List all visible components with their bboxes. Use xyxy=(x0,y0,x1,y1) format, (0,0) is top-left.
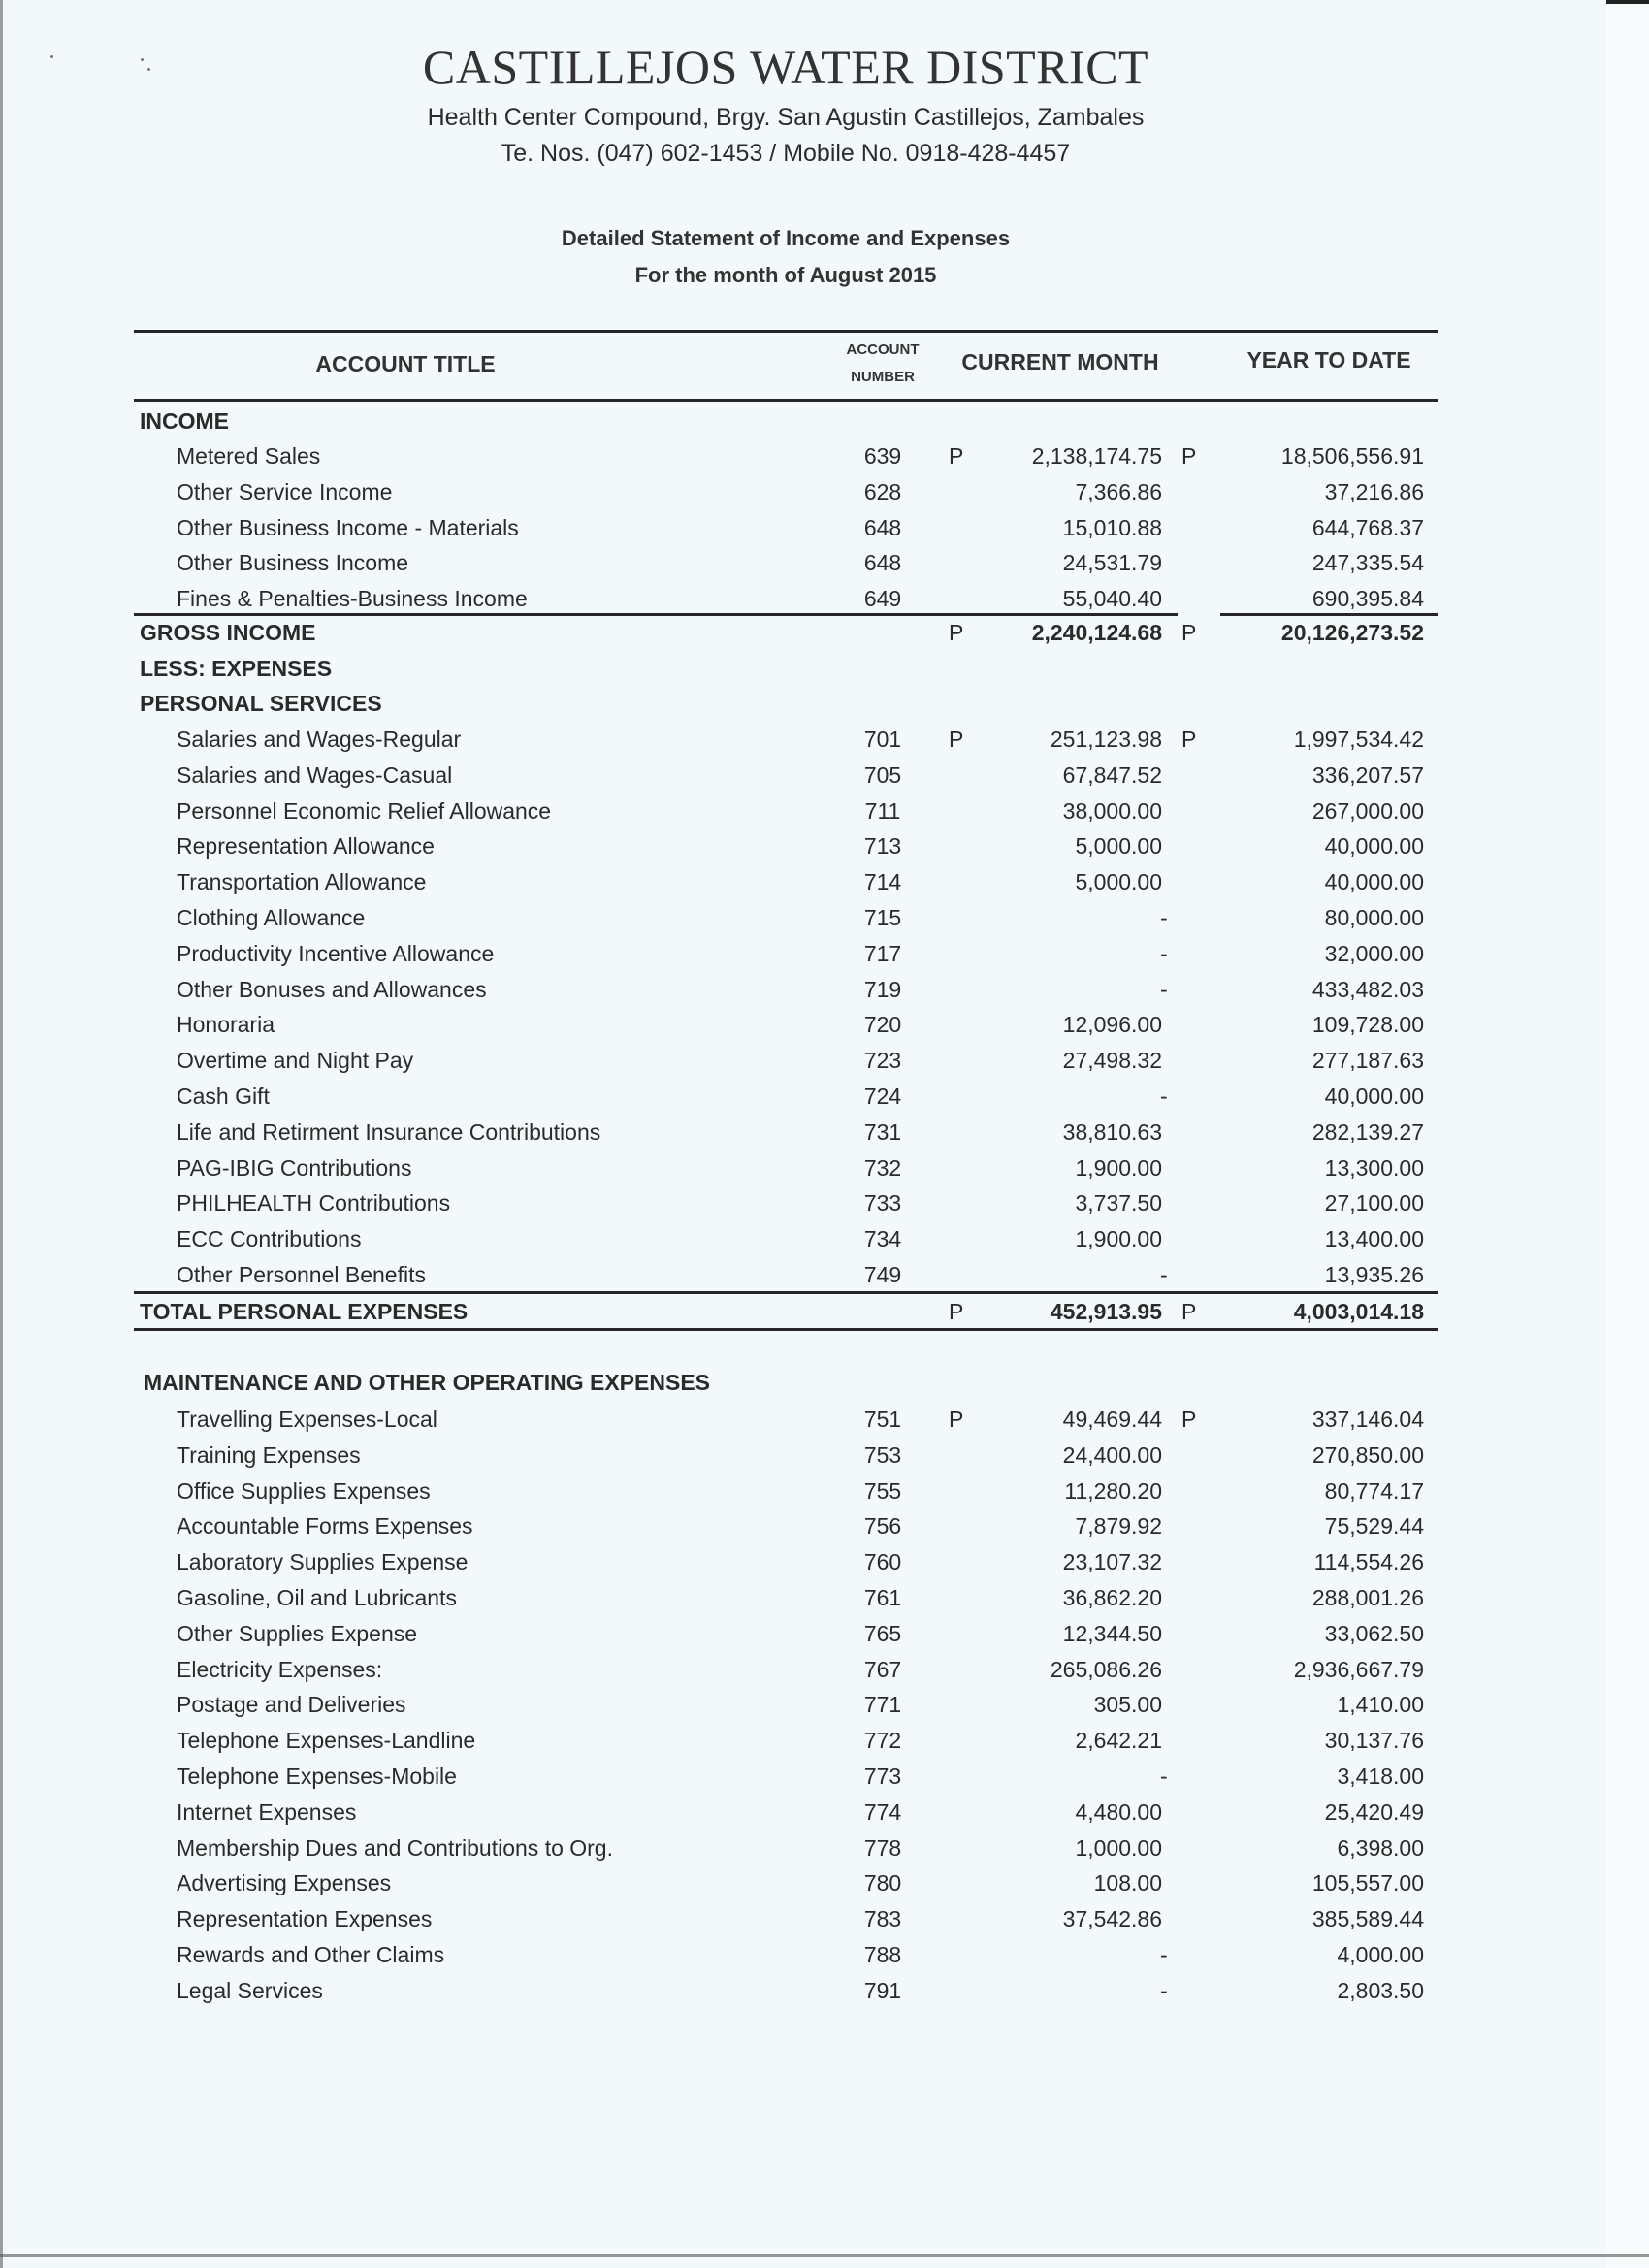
year-to-date-value: 13,300.00 xyxy=(1324,1154,1424,1181)
current-month-value: 24,400.00 xyxy=(1062,1442,1162,1468)
personal-services-row xyxy=(134,1043,1443,1078)
scan-edge-left xyxy=(0,0,3,2268)
account-number: 767 xyxy=(863,1656,902,1682)
current-month-value: - xyxy=(1160,976,1168,1002)
section-heading-less-expenses xyxy=(134,651,1443,686)
section-heading-label: PERSONAL SERVICES xyxy=(140,691,382,716)
current-month-value: 108.00 xyxy=(1093,1870,1162,1896)
account-title: Other Service Income xyxy=(177,478,393,504)
account-number: 724 xyxy=(863,1084,902,1109)
year-to-date-value: 690,395.84 xyxy=(1311,586,1424,612)
year-to-date-value: 105,557.00 xyxy=(1311,1870,1424,1896)
account-number: 714 xyxy=(863,869,902,895)
year-to-date-value: 4,000.00 xyxy=(1337,1942,1424,1967)
account-number: 780 xyxy=(863,1870,902,1896)
current-month-value: 27,498.32 xyxy=(1062,1048,1162,1074)
scan-edge-right xyxy=(1606,0,1649,2268)
account-number: 753 xyxy=(863,1442,902,1468)
account-title: Electricity Expenses: xyxy=(177,1656,383,1682)
section-heading-personal-services xyxy=(134,686,1443,721)
account-title: Other Bonuses and Allowances xyxy=(177,976,487,1002)
account-title: Cash Gift xyxy=(177,1084,270,1109)
account-title: Life and Retirment Insurance Contributions xyxy=(177,1118,601,1145)
account-number: 705 xyxy=(863,761,902,788)
personal-services-row xyxy=(134,1079,1443,1114)
current-month-value: 1,900.00 xyxy=(1075,1154,1162,1181)
year-to-date-value: 247,335.54 xyxy=(1311,550,1424,576)
personal-services-row xyxy=(134,1221,1443,1256)
section-heading-label: LESS: EXPENSES xyxy=(140,656,333,681)
personal-services-row xyxy=(134,936,1443,971)
account-title: Fines & Penalties-Business Income xyxy=(177,586,528,612)
current-month-value: 1,900.00 xyxy=(1075,1226,1162,1252)
mooe-row xyxy=(134,1580,1443,1615)
account-title: ECC Contributions xyxy=(177,1226,362,1252)
account-number: 771 xyxy=(863,1692,902,1718)
account-title: Telephone Expenses-Landline xyxy=(177,1728,476,1754)
gross-income-row xyxy=(134,615,1443,650)
account-number: 713 xyxy=(863,833,902,859)
mooe-row xyxy=(134,1937,1443,1972)
personal-services-row xyxy=(134,1257,1443,1292)
mooe-row xyxy=(134,1973,1443,2008)
year-to-date-value: 337,146.04 xyxy=(1311,1407,1424,1432)
account-number: 755 xyxy=(863,1477,902,1504)
account-title: Other Business Income - Materials xyxy=(177,514,519,540)
year-to-date-value: 277,187.63 xyxy=(1311,1048,1424,1074)
peso-sign: P xyxy=(1181,620,1197,645)
account-number: 715 xyxy=(863,905,902,930)
account-number: 783 xyxy=(863,1906,902,1932)
account-title: Salaries and Wages-Regular xyxy=(177,727,462,752)
peso-sign: P xyxy=(1181,443,1197,469)
year-to-date-value: 1,410.00 xyxy=(1337,1692,1424,1718)
total-personal-expenses-row xyxy=(134,1294,1443,1329)
year-to-date-value: 40,000.00 xyxy=(1324,833,1424,859)
total-personal-current: 452,913.95 xyxy=(1050,1299,1162,1324)
current-month-value: 49,469.44 xyxy=(1062,1407,1162,1432)
year-to-date-value: 385,589.44 xyxy=(1311,1906,1424,1932)
account-number: 720 xyxy=(863,1012,902,1038)
report-period: For the month of August 2015 xyxy=(634,263,937,287)
mooe-row xyxy=(134,1438,1443,1473)
section-heading-income xyxy=(134,404,1443,438)
personal-total-bottom-rule xyxy=(134,1328,1438,1331)
account-number: 772 xyxy=(863,1728,902,1754)
account-title: Representation Allowance xyxy=(177,833,435,859)
gross-income-ytd: 20,126,273.52 xyxy=(1280,620,1424,645)
column-header-year-to-date: YEAR TO DATE xyxy=(1246,347,1411,373)
current-month-value: - xyxy=(1160,1084,1168,1109)
account-title: Postage and Deliveries xyxy=(177,1692,406,1718)
current-month-value: 12,096.00 xyxy=(1062,1012,1162,1038)
personal-services-row xyxy=(134,1185,1443,1220)
personal-services-row xyxy=(134,828,1443,863)
mooe-row xyxy=(134,1474,1443,1508)
column-header-account-title: ACCOUNT TITLE xyxy=(315,351,496,376)
organization-contact: Te. Nos. (047) 602-1453 / Mobile No. 0918-428-4457 xyxy=(501,140,1071,167)
personal-services-row xyxy=(134,758,1443,793)
account-title: Laboratory Supplies Expense xyxy=(177,1549,469,1575)
account-title: Transportation Allowance xyxy=(177,869,427,895)
year-to-date-value: 1,997,534.42 xyxy=(1293,727,1424,752)
year-to-date-value: 80,000.00 xyxy=(1324,905,1424,930)
current-month-value: 36,862.20 xyxy=(1062,1585,1162,1610)
scan-edge-top xyxy=(1606,0,1649,4)
personal-services-row xyxy=(134,972,1443,1007)
year-to-date-value: 75,529.44 xyxy=(1324,1513,1424,1539)
current-month-value: 38,810.63 xyxy=(1062,1118,1162,1145)
account-title: Membership Dues and Contributions to Org. xyxy=(177,1834,613,1861)
mooe-row xyxy=(134,1402,1443,1437)
account-title: Honoraria xyxy=(177,1012,275,1038)
personal-services-row xyxy=(134,1115,1443,1150)
year-to-date-value: 270,850.00 xyxy=(1311,1442,1424,1468)
year-to-date-value: 40,000.00 xyxy=(1324,1084,1424,1109)
personal-services-row xyxy=(134,1007,1443,1042)
year-to-date-value: 3,418.00 xyxy=(1337,1764,1424,1789)
mooe-row xyxy=(134,1652,1443,1687)
section-heading-label: MAINTENANCE AND OTHER OPERATING EXPENSES xyxy=(144,1370,710,1395)
account-title: Clothing Allowance xyxy=(177,905,366,930)
peso-sign: P xyxy=(1181,1299,1197,1324)
account-number: 756 xyxy=(863,1513,902,1539)
account-title: PAG-IBIG Contributions xyxy=(177,1154,412,1181)
column-header-current-month: CURRENT MONTH xyxy=(961,349,1159,374)
peso-sign: P xyxy=(949,443,964,469)
account-title: PHILHEALTH Contributions xyxy=(177,1190,451,1216)
year-to-date-value: 336,207.57 xyxy=(1311,761,1424,788)
account-title: Salaries and Wages-Casual xyxy=(177,761,453,788)
account-number: 774 xyxy=(863,1798,902,1825)
mooe-row xyxy=(134,1901,1443,1936)
personal-services-row xyxy=(134,794,1443,828)
year-to-date-value: 13,400.00 xyxy=(1324,1226,1424,1252)
account-title: Other Personnel Benefits xyxy=(177,1262,426,1287)
year-to-date-value: 288,001.26 xyxy=(1311,1585,1424,1610)
personal-services-row xyxy=(134,864,1443,899)
current-month-value: 2,138,174.75 xyxy=(1031,443,1162,469)
account-number: 761 xyxy=(863,1585,902,1610)
current-month-value: 2,642.21 xyxy=(1075,1728,1162,1754)
current-month-value: - xyxy=(1160,1942,1168,1967)
account-number: 773 xyxy=(863,1764,902,1789)
account-title: Gasoline, Oil and Lubricants xyxy=(177,1585,457,1610)
account-number: 701 xyxy=(863,727,902,752)
current-month-value: 4,480.00 xyxy=(1075,1798,1162,1825)
year-to-date-value: 30,137.76 xyxy=(1324,1728,1424,1754)
total-personal-expenses-label: TOTAL PERSONAL EXPENSES xyxy=(140,1299,469,1324)
mooe-row xyxy=(134,1544,1443,1579)
account-number: 749 xyxy=(863,1262,902,1287)
year-to-date-value: 2,803.50 xyxy=(1337,1977,1424,2003)
account-title: Personnel Economic Relief Allowance xyxy=(177,797,552,824)
personal-services-row xyxy=(134,1150,1443,1185)
account-title: Legal Services xyxy=(177,1977,323,2003)
total-personal-ytd: 4,003,014.18 xyxy=(1293,1299,1424,1324)
peso-sign: P xyxy=(949,1299,964,1324)
account-number: 760 xyxy=(863,1549,902,1575)
report-title: Detailed Statement of Income and Expenses xyxy=(561,226,1011,250)
year-to-date-value: 27,100.00 xyxy=(1324,1190,1424,1216)
current-month-value: 38,000.00 xyxy=(1062,797,1162,824)
current-month-value: 24,531.79 xyxy=(1062,550,1162,576)
account-number: 788 xyxy=(863,1942,902,1967)
mooe-row xyxy=(134,1865,1443,1900)
mooe-row xyxy=(134,1687,1443,1722)
table-header-rule xyxy=(134,399,1438,402)
account-title: Training Expenses xyxy=(177,1442,361,1468)
account-number: 639 xyxy=(863,443,902,469)
account-number: 628 xyxy=(863,478,902,504)
current-month-value: - xyxy=(1160,940,1168,966)
current-month-value: 55,040.40 xyxy=(1062,586,1162,612)
current-month-value: 5,000.00 xyxy=(1075,869,1162,895)
account-title: Overtime and Night Pay xyxy=(177,1048,414,1074)
section-heading-label: INCOME xyxy=(140,408,229,434)
account-number: 648 xyxy=(863,514,902,540)
account-title: Metered Sales xyxy=(177,443,321,469)
year-to-date-value: 267,000.00 xyxy=(1311,797,1424,824)
year-to-date-value: 114,554.26 xyxy=(1313,1549,1424,1575)
year-to-date-value: 6,398.00 xyxy=(1337,1834,1424,1861)
peso-sign: P xyxy=(1181,1407,1197,1432)
current-month-value: 7,879.92 xyxy=(1075,1513,1162,1539)
account-title: Productivity Incentive Allowance xyxy=(177,940,495,966)
current-month-value: 3,737.50 xyxy=(1075,1190,1162,1216)
mooe-row xyxy=(134,1616,1443,1651)
year-to-date-value: 18,506,556.91 xyxy=(1280,443,1424,469)
year-to-date-value: 32,000.00 xyxy=(1324,940,1424,966)
account-number: 791 xyxy=(863,1977,902,2003)
current-month-value: - xyxy=(1160,905,1168,930)
table-top-rule xyxy=(134,330,1438,333)
year-to-date-value: 80,774.17 xyxy=(1324,1477,1424,1504)
year-to-date-value: 2,936,667.79 xyxy=(1293,1656,1424,1682)
current-month-value: - xyxy=(1160,1764,1168,1789)
income-row xyxy=(134,545,1443,580)
account-number: 734 xyxy=(863,1226,902,1252)
account-number: 649 xyxy=(863,586,902,612)
column-header-account-number-line1: ACCOUNT xyxy=(846,341,920,358)
income-row xyxy=(134,474,1443,509)
year-to-date-value: 13,935.26 xyxy=(1324,1262,1424,1287)
personal-services-row xyxy=(134,900,1443,935)
current-month-value: 15,010.88 xyxy=(1062,514,1162,540)
current-month-value: 1,000.00 xyxy=(1075,1834,1162,1861)
account-number: 648 xyxy=(863,550,902,576)
mooe-row xyxy=(134,1508,1443,1543)
gross-income-current: 2,240,124.68 xyxy=(1031,620,1162,645)
year-to-date-value: 282,139.27 xyxy=(1311,1118,1424,1145)
current-month-value: 265,086.26 xyxy=(1050,1656,1162,1682)
income-row xyxy=(134,510,1443,545)
mooe-row xyxy=(134,1723,1443,1758)
year-to-date-value: 37,216.86 xyxy=(1324,478,1424,504)
current-month-value: 12,344.50 xyxy=(1062,1620,1162,1646)
year-to-date-value: 433,482.03 xyxy=(1311,976,1424,1002)
current-month-value: 5,000.00 xyxy=(1075,833,1162,859)
current-month-value: 23,107.32 xyxy=(1062,1549,1162,1575)
mooe-row xyxy=(134,1795,1443,1830)
organization-name: CASTILLEJOS WATER DISTRICT xyxy=(422,40,1149,94)
account-title: Representation Expenses xyxy=(177,1906,433,1932)
account-number: 711 xyxy=(864,797,901,824)
account-number: 719 xyxy=(863,976,902,1002)
account-title: Accountable Forms Expenses xyxy=(177,1513,473,1539)
account-number: 732 xyxy=(863,1154,902,1181)
current-month-value: 37,542.86 xyxy=(1062,1906,1162,1932)
current-month-value: 11,280.20 xyxy=(1064,1477,1162,1504)
year-to-date-value: 644,768.37 xyxy=(1311,514,1424,540)
peso-sign: P xyxy=(949,1407,964,1432)
income-row xyxy=(134,581,1443,616)
year-to-date-value: 33,062.50 xyxy=(1324,1620,1424,1646)
peso-sign: P xyxy=(949,620,964,645)
account-number: 751 xyxy=(863,1407,902,1432)
scan-edge-bottom xyxy=(0,2254,1649,2257)
current-month-value: 251,123.98 xyxy=(1050,727,1162,752)
year-to-date-value: 25,420.49 xyxy=(1324,1798,1424,1825)
personal-services-row xyxy=(134,722,1443,757)
income-row xyxy=(134,438,1443,473)
account-number: 731 xyxy=(863,1118,902,1145)
account-title: Office Supplies Expenses xyxy=(177,1477,431,1504)
account-number: 723 xyxy=(863,1048,902,1074)
peso-sign: P xyxy=(949,727,964,752)
current-month-value: 67,847.52 xyxy=(1062,761,1162,788)
account-number: 778 xyxy=(863,1834,902,1861)
account-number: 765 xyxy=(863,1620,902,1646)
organization-address: Health Center Compound, Brgy. San Agustin Castillejos, Zambales xyxy=(427,104,1145,131)
mooe-row xyxy=(134,1831,1443,1865)
current-month-value: - xyxy=(1160,1262,1168,1287)
mooe-row xyxy=(134,1759,1443,1794)
account-title: Other Supplies Expense xyxy=(177,1620,418,1646)
peso-sign: P xyxy=(1181,727,1197,752)
year-to-date-value: 109,728.00 xyxy=(1311,1012,1424,1038)
current-month-value: - xyxy=(1160,1977,1168,2003)
section-heading-mooe xyxy=(134,1365,1443,1400)
account-number: 717 xyxy=(863,940,902,966)
current-month-value: 7,366.86 xyxy=(1075,478,1162,504)
account-title: Travelling Expenses-Local xyxy=(177,1407,437,1432)
account-title: Rewards and Other Claims xyxy=(177,1942,445,1967)
account-title: Advertising Expenses xyxy=(177,1870,392,1896)
account-title: Telephone Expenses-Mobile xyxy=(177,1764,457,1789)
gross-income-label: GROSS INCOME xyxy=(140,620,316,645)
account-title: Internet Expenses xyxy=(177,1798,357,1825)
current-month-value: 305.00 xyxy=(1093,1692,1162,1718)
column-header-account-number-line2: NUMBER xyxy=(851,369,915,385)
account-title: Other Business Income xyxy=(177,550,409,576)
year-to-date-value: 40,000.00 xyxy=(1324,869,1424,895)
account-number: 733 xyxy=(863,1190,902,1216)
